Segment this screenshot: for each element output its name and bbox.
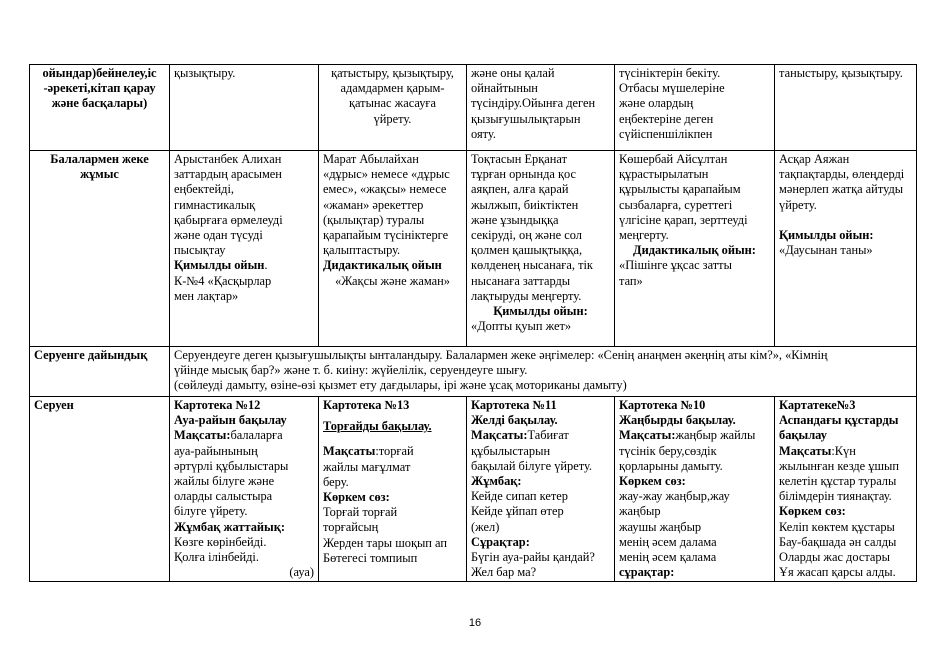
cell-walk-tuesday: Картотека №13 Торғайды бақылау. Мақсаты:торғай жайлы мағұлмат беру. Көркем сөз: Торғай торғай торғайсың Жерден тары шоқып ап Бөтегесі томпиып xyxy=(319,397,467,582)
plan-table xyxy=(29,64,917,582)
cell-individual-wednesday: Тоқтасын Ерқанат тұрған орнында қос аяқпен, алға қарай жылжып, биіктіктен және ұзындыққа секіруді, оң және сол қолмен қашықтыққа, көлденең нысанаға, тік нысанаға заттарды лақтыруды меңгерту. Қимылды ойын: «Допты қуып жет» xyxy=(467,151,615,347)
cell-individual-tuesday: Марат Абылайхан «дұрыс» немесе «дұрыс емес», «жақсы» немесе «жаман» әрекеттер (қылықтар) туралы қарапайым түсініктерге қалыптастыру. Дидактикалық ойын «Жақсы және жаман» xyxy=(319,151,467,347)
cell-wednesday: және оны қалай ойнайтынын түсіндіру.Ойынға деген қызығушылықтарын ояту. xyxy=(467,65,615,151)
cell-walk-wednesday: Картотека №11 Желді бақылау. Мақсаты:Табиғат құбылыстарын бақылай білуге үйрету. Жұмбақ: Кейде сипап кетер Кейде ұйпап өтер (жел) Сұрақтар: Бүгін ауа-райы қандай? Жел бар ма? xyxy=(467,397,615,582)
cell-individual-thursday: Көшербай Айсұлтан құрастырылатын құрылысты қарапайым сызбаларға, суреттегі үлгісіне қарап, зерттеуді меңгерту. Дидактикалық ойын: «Пішінге ұқсас затты тап» xyxy=(615,151,775,347)
cell-tuesday: қатыстыру, қызықтыру, адамдармен қарым- қатынас жасауға үйрету. xyxy=(319,65,467,151)
cell-monday: қызықтыру. xyxy=(170,65,319,151)
table-row xyxy=(30,397,917,582)
cell-walk-prep: Серуендеуге деген қызығушылықты ынталандыру. Балалармен жеке әңгімелер: «Сенің анаңмен әкеңнің аты кім?», «Кімнің үйінде мысық бар?» және т. б. киіну: жүйелілік, серуендеуге шығу. (сөйлеуді дамыту, өзіне-өзі қызмет ету дағдылары, ірі және ұсақ моториканы дамыту) xyxy=(170,347,917,397)
cell-walk-friday: Картатеке№3 Аспандағы құстарды бақылау Мақсаты:Күн жылынған кезде ұшып келетін құстар туралы білімдерін тиянақтау. Көркем сөз: Келіп көктем құстары Бау-бақшада ән салды Оларды жас достары Ұя жасап қарсы алды. xyxy=(775,397,917,582)
row-label-individual-work: Балалармен жеке жұмыс xyxy=(30,151,170,347)
cell-individual-friday: Асқар Аяжан тақпақтарды, өлеңдерді мәнерлеп жатқа айтуды үйрету. Қимылды ойын: «Даусынан таны» xyxy=(775,151,917,347)
cell-individual-monday: Арыстанбек Алихан заттардың арасымен еңбектейді, гимнастикалық қабырғаға өрмелеуді және одан түсуді пысықтау Қимылды ойын. К-№4 «Қасқырлар мен лақтар» xyxy=(170,151,319,347)
row-label-walk-prep: Серуенге дайындық xyxy=(30,347,170,397)
cell-walk-thursday: Картотека №10 Жаңбырды бақылау. Мақсаты:жаңбыр жайлы түсінік беру,сөздік қорларыны дамыту. Көркем сөз: жау-жау жаңбыр,жау жаңбыр жаушы жаңбыр менің әсем далама менің әсем қалама сұрақтар: xyxy=(615,397,775,582)
cell-friday: таныстыру, қызықтыру. xyxy=(775,65,917,151)
cell-walk-monday: Картотека №12 Ауа-райын бақылау Мақсаты:балаларға ауа-райынының әртүрлі құбылыстары жайлы білуге және оларды салыстыра білуге үйрету. Жұмбақ жаттайық: Көзге көрінбейді. Қолға ілінбейді. (ауа) xyxy=(170,397,319,582)
table-row xyxy=(30,347,917,397)
cell-thursday: түсініктерін бекіту. Отбасы мүшелеріне және олардың еңбектеріне деген сүйіспеншілікпен xyxy=(615,65,775,151)
row-label-walk: Серуен xyxy=(30,397,170,582)
table-row xyxy=(30,65,917,151)
page-number: 16 xyxy=(468,617,482,629)
row-label-games: ойындар)бейнелеу,іс -әрекеті,кітап қарау және басқалары) xyxy=(30,65,170,151)
table-row xyxy=(30,151,917,347)
